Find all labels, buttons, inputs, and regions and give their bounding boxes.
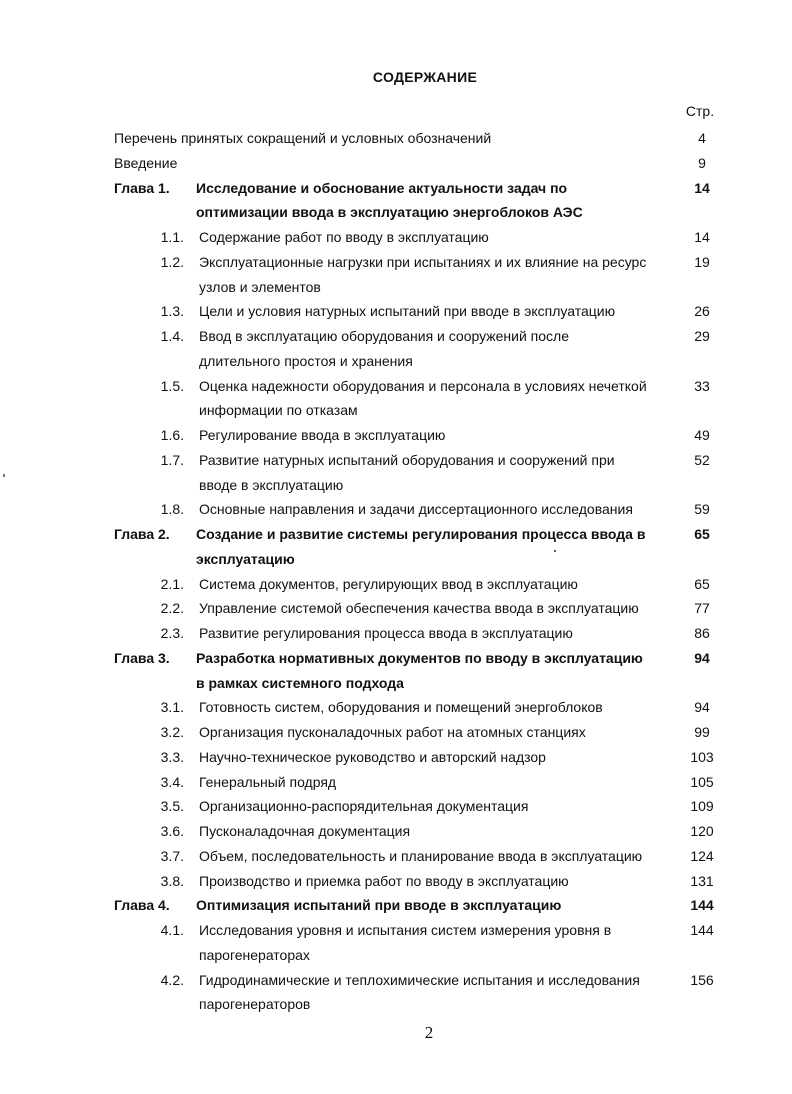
section-number: 1.1.	[160, 229, 184, 245]
toc-entry-title: Генеральный подряд	[199, 773, 337, 790]
toc-page-number: 94	[694, 699, 710, 716]
toc-entry-title: Разработка нормативных документов по вводу в эксплуатацию	[196, 649, 643, 666]
section-number: 1.8.	[160, 501, 184, 518]
toc-entry-title: Развитие натурных испытаний оборудования и сооружений при	[199, 451, 615, 468]
toc-entry-title: Введение	[114, 154, 178, 171]
toc-page-number: 65	[694, 575, 710, 592]
toc-entry-title: Организационно-распорядительная документация	[199, 798, 529, 815]
toc-entry	[0, 374, 792, 398]
toc-page-number: 14	[694, 229, 710, 245]
toc-page-number: 94	[694, 649, 710, 666]
toc-entry	[0, 695, 792, 719]
toc-entry	[0, 522, 792, 546]
toc-entry-title-continued: информации по отказам	[199, 402, 358, 419]
section-number: 3.5.	[160, 798, 184, 815]
section-number: 3.7.	[160, 847, 184, 864]
page-number: 2	[424, 1023, 434, 1042]
toc-page-number: 14	[694, 179, 710, 196]
toc-entry	[0, 596, 792, 620]
section-number: 3.1.	[160, 699, 184, 716]
toc-entry-title: Система документов, регулирующих ввод в эксплуатацию	[199, 575, 578, 592]
section-number: 1.6.	[160, 427, 184, 443]
toc-entry-title-continued: длительного простоя и хранения	[199, 352, 413, 369]
toc-page-number: 109	[690, 798, 714, 815]
toc-entry-title: Основные направления и задачи диссертационного исследования	[199, 501, 633, 518]
toc-entry-title-continued: вводе в эксплуатацию	[199, 476, 344, 493]
toc-entry-title: Перечень принятых сокращений и условных обозначений	[114, 130, 492, 146]
toc-entry-title: Содержание работ по вводу в эксплуатацию	[199, 229, 489, 245]
toc-page-number: 4	[698, 130, 706, 146]
toc-page-number: 59	[694, 501, 710, 518]
toc-page-number: 105	[690, 773, 714, 790]
toc-entry	[0, 869, 792, 893]
toc-entry	[0, 299, 792, 323]
toc-entry-title: Исследования уровня и испытания систем измерения уровня в	[199, 922, 612, 938]
toc-entry-title: Ввод в эксплуатацию оборудования и сооружений после	[199, 328, 570, 344]
section-number: 3.4.	[160, 773, 184, 790]
section-number: 1.4.	[160, 328, 184, 344]
toc-entry-title: Регулирование ввода в эксплуатацию	[199, 427, 446, 443]
toc-entry	[0, 844, 792, 868]
section-number: 1.2.	[160, 253, 184, 270]
section-number: 1.3.	[160, 303, 184, 320]
toc-entry	[0, 918, 792, 942]
section-number: 3.8.	[160, 872, 184, 889]
toc-page-number: 33	[694, 377, 710, 394]
toc-entry-title: Производство и приемка работ по вводу в эксплуатацию	[199, 872, 569, 889]
toc-page-number: 120	[690, 823, 714, 839]
section-number: 2.1.	[160, 575, 184, 592]
toc-entry	[0, 572, 792, 596]
toc-entry	[0, 968, 792, 992]
toc-page-number: 124	[690, 847, 714, 864]
toc-entry	[0, 646, 792, 670]
toc-entry-title: Исследование и обоснование актуальности задач по	[196, 179, 568, 196]
toc-entry-title: Готовность систем, оборудования и помещений энергоблоков	[199, 699, 603, 716]
toc-entry-title: Цели и условия натурных испытаний при вводе в эксплуатацию	[199, 303, 616, 320]
chapter-number: Глава 2.	[114, 526, 170, 542]
section-number: 4.1.	[160, 922, 184, 938]
toc-entry-title-continued: в рамках системного подхода	[196, 674, 404, 691]
toc-entry	[0, 497, 792, 521]
toc-entry-title: Гидродинамические и теплохимические испытания и исследования	[199, 971, 640, 988]
toc-page-number: 131	[690, 872, 714, 889]
section-number: 3.3.	[160, 748, 184, 765]
toc-entry	[0, 720, 792, 744]
chapter-number: Глава 3.	[114, 649, 170, 666]
toc-entry-title-continued: парогенераторах	[199, 946, 310, 963]
toc-page-number: 103	[690, 748, 714, 765]
toc-entry-title-continued: оптимизации ввода в эксплуатацию энергоблоков АЭС	[196, 204, 583, 221]
toc-entry	[0, 250, 792, 274]
toc-entry	[0, 176, 792, 200]
toc-page-number: 9	[698, 154, 706, 171]
toc-entry	[0, 621, 792, 645]
toc-entry	[0, 126, 792, 150]
toc-entry-title: Пусконаладочная документация	[199, 823, 411, 839]
toc-page-number: 144	[690, 922, 714, 938]
toc-page-number: 65	[694, 526, 710, 542]
toc-entry-title: Объем, последовательность и планирование ввода в эксплуатацию	[199, 847, 643, 864]
toc-entry-title: Развитие регулирования процесса ввода в эксплуатацию	[199, 625, 573, 641]
toc-entry	[0, 794, 792, 818]
page-title: СОДЕРЖАНИЕ	[372, 69, 478, 85]
toc-entry-title-continued: парогенераторов	[199, 996, 311, 1013]
section-number: 1.7.	[160, 451, 184, 468]
toc-entry-title-continued: эксплуатацию	[196, 550, 295, 567]
toc-entry-title: Научно-техническое руководство и авторский надзор	[199, 748, 546, 765]
toc-page-number: 19	[694, 253, 710, 270]
toc-entry	[0, 893, 792, 917]
scan-speck	[554, 550, 556, 552]
toc-page-number: 29	[694, 328, 710, 344]
toc-entry	[0, 770, 792, 794]
section-number: 1.5.	[160, 377, 184, 394]
toc-page-number: 144	[690, 897, 714, 914]
toc-entry	[0, 423, 792, 447]
toc-entry	[0, 819, 792, 843]
page-column-label: Стр.	[685, 103, 715, 119]
toc-entry	[0, 448, 792, 472]
toc-page-number: 156	[690, 971, 714, 988]
toc-entry	[0, 324, 792, 348]
toc-page-number: 77	[694, 600, 710, 617]
toc-entry-title: Создание и развитие системы регулирования процесса ввода в	[196, 526, 646, 542]
toc-entry	[0, 151, 792, 175]
toc-entry-title: Управление системой обеспечения качества ввода в эксплуатацию	[199, 600, 639, 617]
chapter-number: Глава 1.	[114, 179, 170, 196]
toc-page-number: 52	[694, 451, 710, 468]
toc-page-number: 49	[694, 427, 710, 443]
toc-entry-title: Организация пусконаладочных работ на атомных станциях	[199, 724, 586, 740]
toc-page-number: 99	[694, 724, 710, 740]
toc-page-number: 86	[694, 625, 710, 641]
section-number: 4.2.	[160, 971, 184, 988]
toc-entry-title: Эксплуатационные нагрузки при испытаниях и их влияние на ресурс	[199, 253, 647, 270]
section-number: 3.2.	[160, 724, 184, 740]
scan-speck	[3, 474, 5, 477]
section-number: 2.3.	[160, 625, 184, 641]
section-number: 2.2.	[160, 600, 184, 617]
toc-entry-title: Оценка надежности оборудования и персонала в условиях нечеткой	[199, 377, 647, 394]
toc-page-number: 26	[694, 303, 710, 320]
toc-entry-title: Оптимизация испытаний при вводе в эксплуатацию	[196, 897, 562, 914]
toc-entry	[0, 225, 792, 249]
toc-entry-title-continued: узлов и элементов	[199, 278, 321, 295]
section-number: 3.6.	[160, 823, 184, 839]
toc-entry	[0, 745, 792, 769]
chapter-number: Глава 4.	[114, 897, 170, 914]
